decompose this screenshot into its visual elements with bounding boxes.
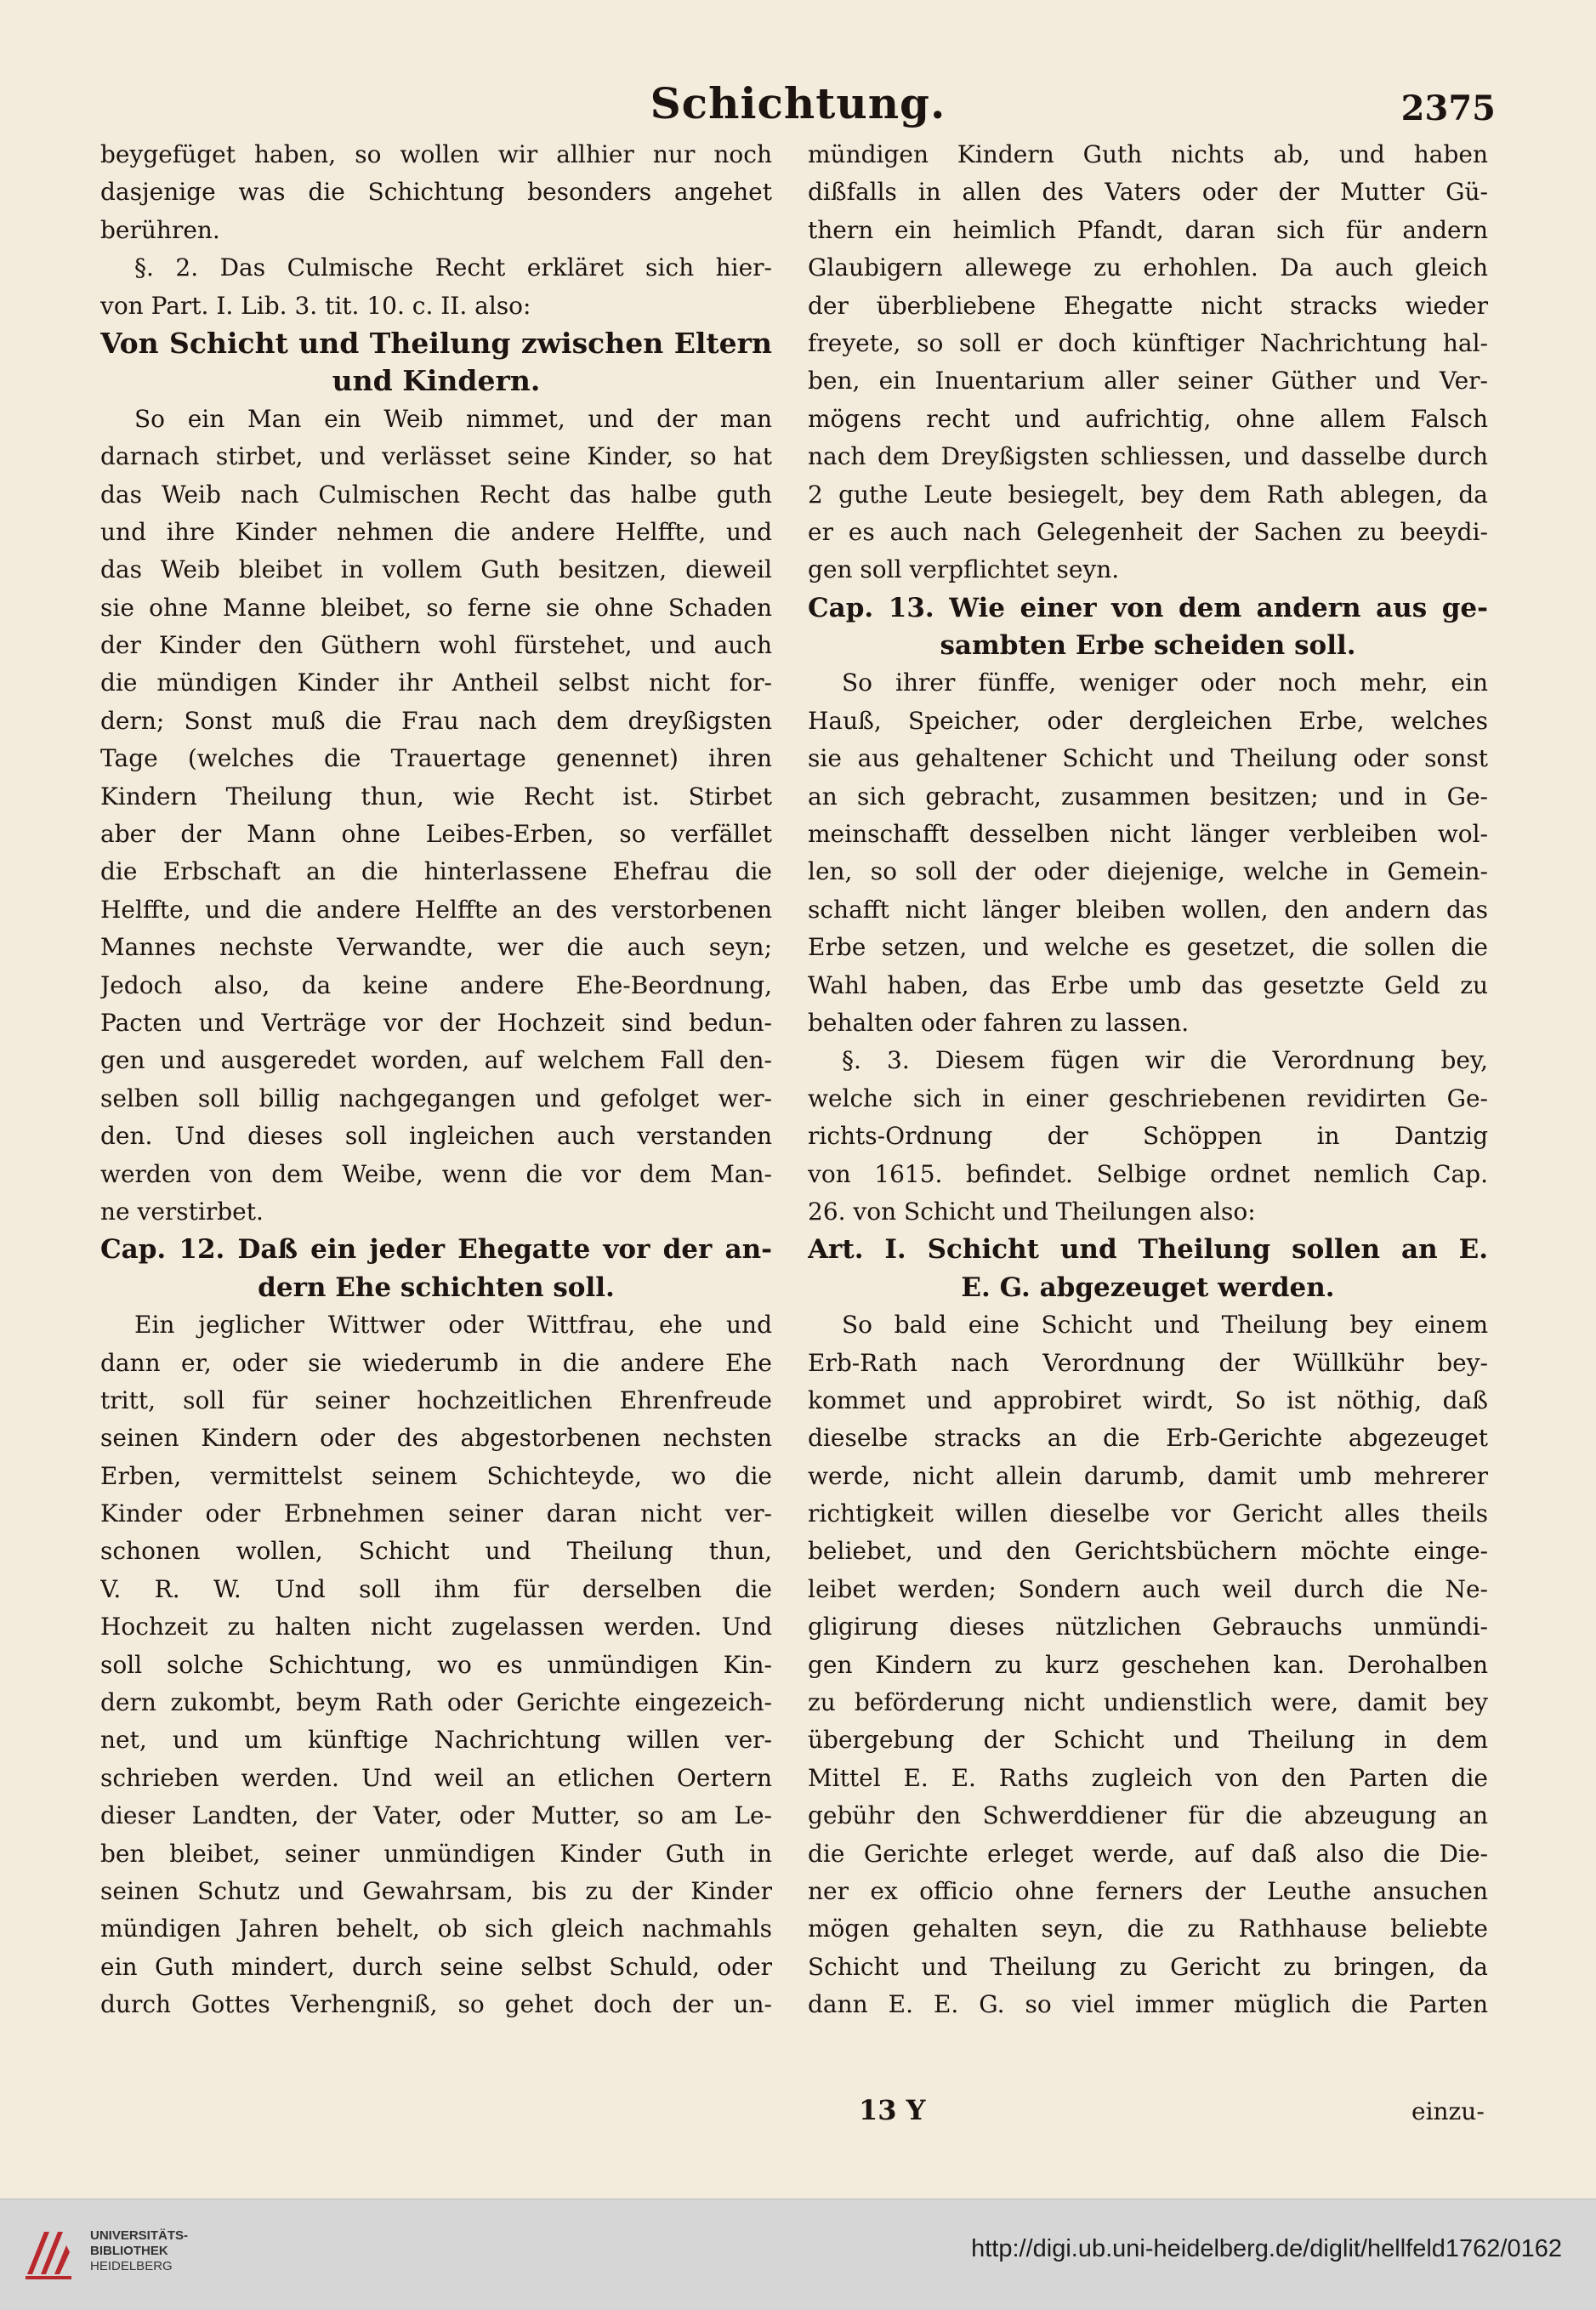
- text-line: ben bleibet, seiner unmündigen Kinder Guth in: [100, 1839, 772, 1868]
- permalink-url[interactable]: http://digi.ub.uni-heidelberg.de/diglit/hellfeld1762/0162: [971, 2235, 1562, 2262]
- text-line: welche sich in einer geschriebenen revidirten Ge-: [808, 1084, 1488, 1112]
- text-line: §. 2. Das Culmische Recht erkläret sich hier-: [134, 253, 772, 282]
- text-line: sie ohne Manne bleibet, so ferne sie ohne Schaden: [100, 593, 772, 622]
- text-line: durch Gottes Verhengniß, so gehet doch der un-: [100, 1990, 772, 2019]
- text-line: ben, ein Inuentarium aller seiner Güther und Ver-: [808, 367, 1488, 395]
- text-line: thern ein heimlich Pfandt, daran sich für andern: [808, 215, 1488, 244]
- text-line: werden von dem Weibe, wenn die vor dem Man-: [100, 1159, 772, 1188]
- text-line: das Weib bleibet in vollem Guth besitzen, dieweil: [100, 555, 772, 584]
- text-line: Glaubigern allewege zu erhohlen. Da auch gleich: [808, 253, 1488, 282]
- text-line: ne verstirbet.: [100, 1197, 264, 1226]
- text-line: und Kindern.: [332, 364, 541, 398]
- text-line: schrieben werden. Und weil an etlichen Oertern: [100, 1763, 772, 1792]
- text-line: So bald eine Schicht und Theilung bey einem: [842, 1311, 1488, 1340]
- text-line: Wahl haben, das Erbe umb das gesetzte Geld zu: [808, 970, 1488, 999]
- text-line: sie aus gehaltener Schicht und Theilung oder sonst: [808, 744, 1488, 773]
- university-logo-text: [90, 2228, 188, 2274]
- text-line: gen Kindern zu kurz geschehen kan. Derohalben: [808, 1650, 1488, 1679]
- text-line: 2 guthe Leute besiegelt, bey dem Rath ablegen, da: [808, 480, 1488, 509]
- text-line: richtigkeit willen dieselbe vor Gericht alles theils: [808, 1499, 1488, 1528]
- logo-line: HEIDELBERG: [90, 2259, 173, 2273]
- text-line: Kinder oder Erbnehmen seiner daran nicht ver-: [100, 1499, 772, 1528]
- text-line: behalten oder fahren zu lassen.: [808, 1008, 1190, 1037]
- text-line: sambten Erbe scheiden soll.: [940, 630, 1356, 662]
- text-line: gebühr den Schwerddiener für die abzeugung an: [808, 1801, 1488, 1830]
- viewer-bottom-bar: [0, 2199, 1596, 2310]
- page-number: 2375: [1400, 88, 1496, 128]
- text-line: den. Und dieses soll ingleichen auch verstanden: [100, 1122, 772, 1151]
- text-line: gligirung dieses nützlichen Gebrauchs unmündi-: [808, 1613, 1488, 1641]
- text-line: len, so soll der oder diejenige, welche in Gemein-: [808, 857, 1488, 886]
- text-line: Kindern Theilung thun, wie Recht ist. Stirbet: [100, 782, 772, 811]
- logo-line: UNIVERSITÄTS-: [90, 2228, 189, 2243]
- text-line: beygefüget haben, so wollen wir allhier nur noch: [100, 140, 772, 168]
- text-line: an sich gebracht, zusammen besitzen; und in Ge-: [808, 782, 1488, 811]
- text-line: ner ex officio ohne ferners der Leuthe ansuchen: [808, 1876, 1488, 1905]
- text-line: Erbe setzen, und welche es gesetzet, die sollen die: [808, 933, 1488, 962]
- text-line: Helffte, und die andere Helffte an des verstorbenen: [100, 895, 772, 924]
- text-line: dieselbe stracks an die Erb-Gerichte abgezeuget: [808, 1424, 1488, 1453]
- logo-line: BIBLIOTHEK: [90, 2244, 168, 2258]
- text-line: schafft nicht länger bleiben wollen, den andern das: [808, 895, 1488, 924]
- text-line: richts-Ordnung der Schöppen in Dantzig: [808, 1122, 1488, 1151]
- text-line: von Part. I. Lib. 3. tit. 10. c. II. also:: [100, 291, 531, 320]
- text-line: dißfalls in allen des Vaters oder der Mutter Gü-: [808, 178, 1488, 207]
- text-line: Erben, vermittelst seinem Schichteyde, wo die: [100, 1461, 772, 1490]
- text-line: Mannes nechste Verwandte, wer die auch seyn;: [100, 933, 772, 962]
- running-title: Schichtung.: [650, 78, 946, 128]
- text-line: zu beförderung nicht undienstlich were, damit bey: [808, 1688, 1488, 1717]
- text-line: Von Schicht und Theilung zwischen Eltern: [100, 326, 772, 360]
- text-line: Tage (welches die Trauertage genennet) ihren: [100, 744, 772, 773]
- text-line: übergebung der Schicht und Theilung in dem: [808, 1726, 1488, 1755]
- text-line: Ein jeglicher Wittwer oder Wittfrau, ehe und: [134, 1311, 772, 1340]
- text-line: 26. von Schicht und Theilungen also:: [808, 1197, 1256, 1226]
- text-line: dern Ehe schichten soll.: [258, 1272, 615, 1303]
- text-line: der Kinder den Güthern wohl fürstehet, und auch: [100, 631, 772, 660]
- text-line: seinen Kindern oder des abgestorbenen nechsten: [100, 1424, 772, 1453]
- text-line: dann er, oder sie wiederumb in die andere Ehe: [100, 1348, 772, 1377]
- text-line: V. R. W. Und soll ihm für derselben die: [100, 1574, 772, 1603]
- text-line: freyete, so soll er doch künftiger Nachrichtung hal-: [808, 328, 1488, 357]
- text-line: tritt, soll für seiner hochzeitlichen Ehrenfreude: [100, 1385, 772, 1414]
- text-line: schonen wollen, Schicht und Theilung thun,: [100, 1537, 772, 1566]
- text-line: nach dem Dreyßigsten schliessen, und dasselbe durch: [808, 442, 1488, 471]
- text-line: dann E. E. G. so viel immer müglich die Parten: [808, 1990, 1488, 2019]
- university-logo-icon: [19, 2223, 78, 2286]
- text-line: Pacten und Verträge vor der Hochzeit sind bedun-: [100, 1008, 772, 1037]
- text-line: Cap. 13. Wie einer von dem andern aus ge-: [808, 592, 1488, 623]
- text-line: kommet und approbiret wirdt, So ist nöthig, daß: [808, 1385, 1488, 1414]
- text-line: E. G. abgezeuget werden.: [961, 1272, 1335, 1303]
- text-line: darnach stirbet, und verlässet seine Kinder, so hat: [100, 442, 772, 471]
- text-line: mündigen Jahren behelt, ob sich gleich nachmahls: [100, 1915, 772, 1943]
- text-line: Art. I. Schicht und Theilung sollen an E.: [808, 1234, 1488, 1266]
- text-line: mündigen Kindern Guth nichts ab, und haben: [808, 140, 1488, 168]
- right-text-column: [808, 136, 1488, 2092]
- text-line: dieser Landten, der Vater, oder Mutter, so am Le-: [100, 1801, 772, 1830]
- text-line: dern; Sonst muß die Frau nach dem dreyßigsten: [100, 706, 772, 735]
- text-line: beliebet, und den Gerichtsbüchern möchte einge-: [808, 1537, 1488, 1566]
- text-line: So ihrer fünffe, weniger oder noch mehr, ein: [842, 669, 1488, 697]
- text-line: Hochzeit zu halten nicht zugelassen werden. Und: [100, 1613, 772, 1641]
- text-line: Jedoch also, da keine andere Ehe-Beordnung,: [100, 970, 772, 999]
- text-line: die Erbschaft an die hinterlassene Ehefrau die: [100, 857, 772, 886]
- text-line: §. 3. Diesem fügen wir die Verordnung bey,: [842, 1046, 1488, 1075]
- text-line: berühren.: [100, 215, 220, 244]
- text-line: Erb-Rath nach Verordnung der Wüllkühr bey-: [808, 1348, 1488, 1377]
- printer-signature-mark: 13 Y: [859, 2094, 926, 2126]
- left-text-column: [100, 136, 772, 2092]
- text-line: die mündigen Kinder ihr Antheil selbst nicht for-: [100, 669, 772, 697]
- text-line: Cap. 12. Daß ein jeder Ehegatte vor der an-: [100, 1234, 772, 1266]
- text-line: das Weib nach Culmischen Recht das halbe guth: [100, 480, 772, 509]
- text-line: gen und ausgeredet worden, auf welchem Fall den-: [100, 1046, 772, 1075]
- text-line: soll solche Schichtung, wo es unmündigen Kin-: [100, 1650, 772, 1679]
- text-line: leibet werden; Sondern auch weil durch die Ne-: [808, 1574, 1488, 1603]
- text-line: mögen gehalten seyn, die zu Rathhause beliebte: [808, 1915, 1488, 1943]
- text-line: werde, nicht allein darumb, damit umb mehrerer: [808, 1461, 1488, 1490]
- text-line: die Gerichte erleget werde, auf daß also die Die-: [808, 1839, 1488, 1868]
- text-line: er es auch nach Gelegenheit der Sachen zu beeydi-: [808, 517, 1488, 546]
- text-line: Mittel E. E. Raths zugleich von den Parten die: [808, 1763, 1488, 1792]
- text-line: gen soll verpflichtet seyn.: [808, 555, 1120, 584]
- catchword: einzu-: [1411, 2097, 1485, 2125]
- text-line: und ihre Kinder nehmen die andere Helffte, und: [100, 517, 772, 546]
- text-line: Hauß, Speicher, oder dergleichen Erbe, welches: [808, 706, 1488, 735]
- text-line: von 1615. befindet. Selbige ordnet nemlich Cap.: [808, 1159, 1488, 1188]
- text-line: dern zukombt, beym Rath oder Gerichte eingezeich-: [100, 1688, 772, 1717]
- text-line: meinschafft desselben nicht länger verbleiben wol-: [808, 820, 1488, 849]
- text-line: net, und um künftige Nachrichtung willen ver-: [100, 1726, 772, 1755]
- text-line: aber der Mann ohne Leibes-Erben, so verfället: [100, 820, 772, 849]
- text-line: mögens recht und aufrichtig, ohne allem Falsch: [808, 404, 1488, 433]
- text-line: seinen Schutz und Gewahrsam, bis zu der Kinder: [100, 1876, 772, 1905]
- text-line: Schicht und Theilung zu Gericht zu bringen, da: [808, 1952, 1488, 1981]
- text-line: dasjenige was die Schichtung besonders angehet: [100, 178, 772, 207]
- text-line: selben soll billig nachgegangen und gefolget wer-: [100, 1084, 772, 1112]
- text-line: der überbliebene Ehegatte nicht stracks wieder: [808, 291, 1488, 320]
- text-line: ein Guth mindert, durch seine selbst Schuld, oder: [100, 1952, 772, 1981]
- text-line: So ein Man ein Weib nimmet, und der man: [134, 404, 772, 433]
